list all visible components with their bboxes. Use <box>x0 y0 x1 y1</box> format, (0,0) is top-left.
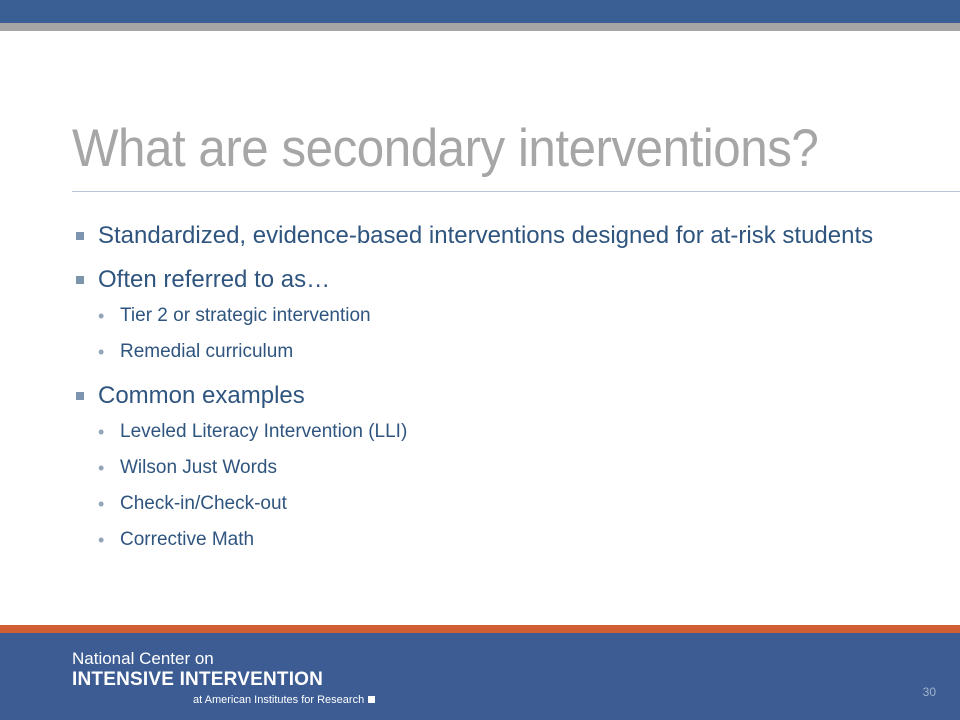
bullet-text: Standardized, evidence-based interventions designed for at-risk students <box>98 222 874 249</box>
top-accent-bar <box>0 0 960 23</box>
page-number: 30 <box>922 685 936 699</box>
sub-bullet-item <box>72 334 912 370</box>
bullet-item <box>72 218 908 254</box>
sub-bullet-item <box>72 450 912 486</box>
bullet-text: Common examples <box>98 382 305 409</box>
dot-bullet-icon: • <box>98 306 105 326</box>
sub-bullet-item <box>72 414 912 450</box>
sub-bullet-item <box>72 486 912 522</box>
footer <box>0 633 960 720</box>
bullet-item <box>72 262 912 298</box>
bullet-text: Often referred to as… <box>98 266 331 293</box>
sub-bullet-text: Check-in/Check-out <box>120 493 287 514</box>
sub-bullet-item <box>72 298 912 334</box>
dot-bullet-icon: • <box>98 422 105 442</box>
square-bullet-icon <box>76 276 84 284</box>
sub-bullet-text: Wilson Just Words <box>120 457 277 478</box>
sub-bullet-item <box>72 522 912 558</box>
sub-bullet-text: Corrective Math <box>120 529 255 550</box>
slide-content <box>72 218 912 558</box>
title-divider <box>72 191 960 192</box>
square-mark-icon <box>368 696 375 703</box>
dot-bullet-icon: • <box>98 494 105 514</box>
org-affiliation-text: at American Institutes for Research <box>193 694 365 706</box>
sub-bullet-text: Leveled Literacy Intervention (LLI) <box>120 421 408 442</box>
org-name-line1: National Center on <box>72 649 214 668</box>
org-affiliation <box>193 693 375 707</box>
org-name-line2: INTENSIVE INTERVENTION <box>72 669 324 690</box>
dot-bullet-icon: • <box>98 530 105 550</box>
footer-accent-bar <box>0 625 960 633</box>
slide-title: What are secondary interventions? <box>72 119 819 178</box>
sub-bullet-text: Tier 2 or strategic intervention <box>120 305 371 326</box>
dot-bullet-icon: • <box>98 342 105 362</box>
bullet-item <box>72 378 912 414</box>
top-gray-bar <box>0 23 960 31</box>
dot-bullet-icon: • <box>98 458 105 478</box>
sub-bullet-text: Remedial curriculum <box>120 341 294 362</box>
square-bullet-icon <box>76 232 84 240</box>
square-bullet-icon <box>76 392 84 400</box>
